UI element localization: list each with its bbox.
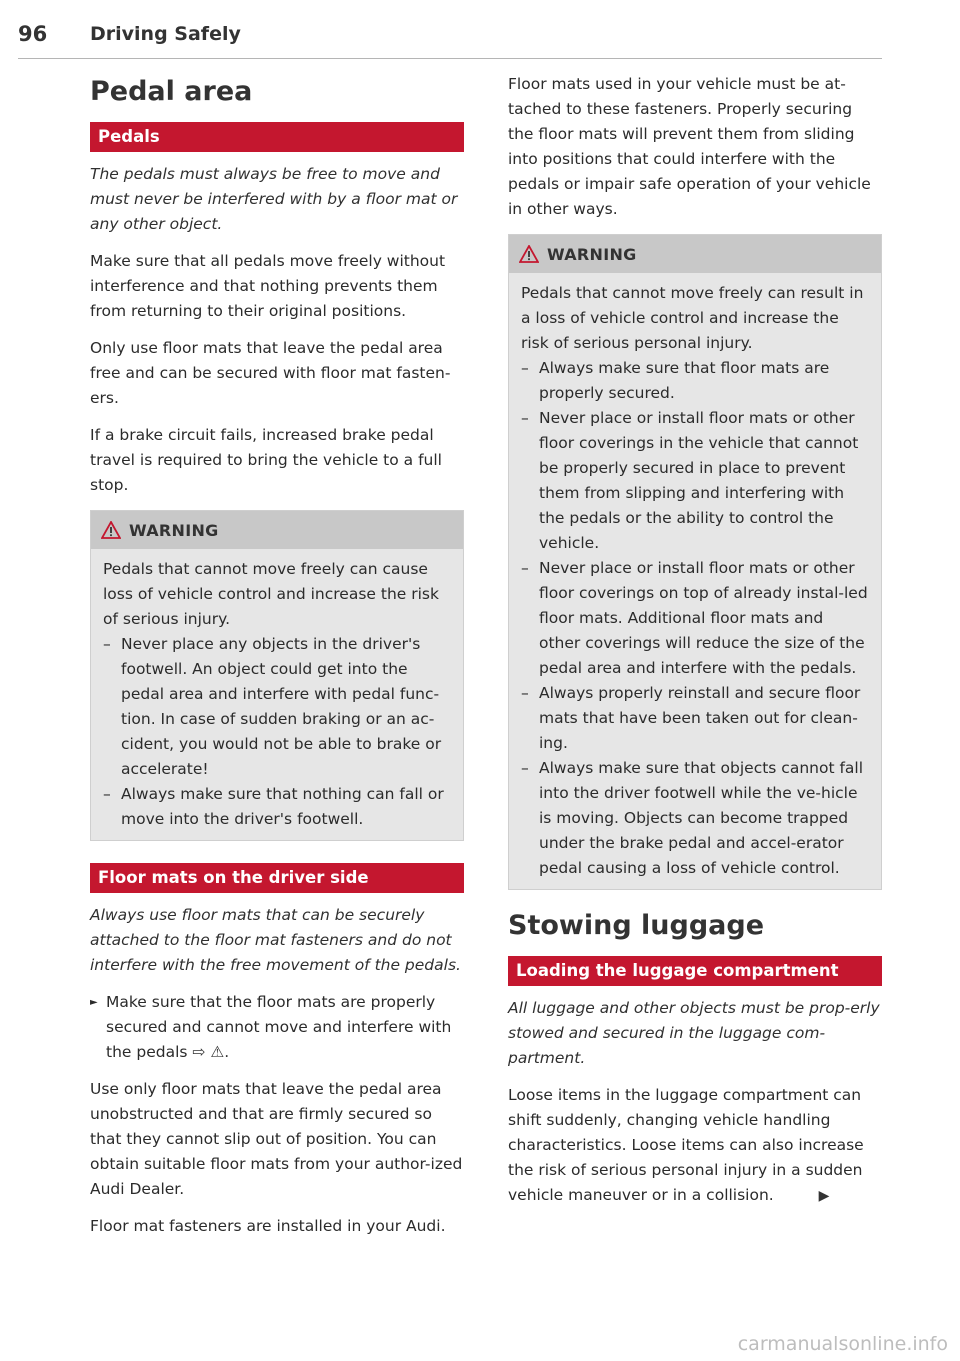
warning-text: Pedals that cannot move freely can result in a loss of vehicle control and increase the risk of serious personal injury. — [521, 284, 864, 352]
floor-mats-paragraph-3: Floor mats used in your vehicle must be at-tached to these fasteners. Properly securing the floor mats will prevent them from sliding into positions that could interfere with the pedals or impair safe operation of your vehicle in other ways. — [508, 75, 871, 218]
floor-mats-paragraph-1: Use only floor mats that leave the pedal area unobstructed and that are firmly secured so that they cannot slip out of position. You can obtain suitable floor mats from your author-ized Audi Dealer. — [90, 1080, 463, 1198]
warning-header — [509, 235, 881, 273]
warning-item: – Never place or install floor mats or other floor coverings on top of already instal-led floor mats. Additional floor mats and other coverings will reduce the size of the pedal area and interfere with the pedals. — [521, 556, 869, 681]
step-text: Make sure that the floor mats are properly secured and cannot move and interfere with the pedals — [106, 993, 452, 1061]
right-column — [508, 72, 882, 1221]
warning-box-floor-mats — [508, 234, 882, 890]
warning-header — [91, 511, 463, 549]
section-title: Driving Safely — [90, 23, 241, 45]
luggage-paragraph-text: Loose items in the luggage compartment can shift suddenly, changing vehicle handling characteristics. Loose items can also increase the risk of serious personal injury in a sudden vehicle maneuver or in a collision. — [508, 1086, 864, 1204]
warning-box-pedals — [90, 510, 464, 841]
warning-list — [521, 356, 869, 881]
warning-item: – Always make sure that floor mats are properly secured. — [521, 356, 869, 406]
luggage-paragraph — [508, 1083, 882, 1209]
warning-list — [103, 632, 451, 832]
warning-triangle-icon — [101, 521, 121, 539]
pedals-paragraph-1: Make sure that all pedals move freely without interference and that nothing prevents them from returning to their original positions. — [90, 252, 446, 320]
watermark: carmanualsonline.info — [737, 1333, 948, 1355]
left-column — [90, 72, 464, 1251]
warning-item: – Never place or install floor mats or other floor coverings in the vehicle that cannot be properly secured in place to prevent them from slipping and interfering with the pedals or the ability to control the vehicle. — [521, 406, 869, 556]
page-number: 96 — [18, 22, 48, 46]
pedals-paragraph-3: If a brake circuit fails, increased brake pedal travel is required to bring the vehicle to a full stop. — [90, 426, 442, 494]
subheading-pedals: Pedals — [90, 122, 464, 152]
subheading-floor-mats: Floor mats on the driver side — [90, 863, 464, 893]
warning-title: WARNING — [547, 244, 637, 264]
continue-arrow-icon: ▶ — [818, 1188, 830, 1204]
subheading-loading-luggage: Loading the luggage compartment — [508, 956, 882, 986]
warning-item: – Never place any objects in the driver's footwell. An object could get into the pedal area and interfere with pedal func-tion. In case of sudden braking or an ac-cident, you would not be able to brake or accelerate! — [103, 632, 451, 782]
warning-triangle-icon — [519, 245, 539, 263]
pedals-paragraph-2: Only use floor mats that leave the pedal area free and can be secured with floor mat fasten-ers. — [90, 339, 451, 407]
pedals-intro: The pedals must always be free to move and must never be interfered with by a floor mat or any other object. — [90, 165, 458, 233]
warning-item: – Always properly reinstall and secure floor mats that have been taken out for clean-ing. — [521, 681, 869, 756]
warning-reference: ⇨ ⚠. — [192, 1043, 230, 1061]
heading-stowing-luggage: Stowing luggage — [508, 910, 765, 941]
action-step — [90, 990, 464, 1065]
warning-body — [509, 273, 881, 889]
warning-item: – Always make sure that objects cannot fall into the driver footwell while the ve-hicle is moving. Objects can become trapped under the brake pedal and accel-erator pedal causing a loss of vehicle control. — [521, 756, 869, 881]
floor-mats-paragraph-2: Floor mat fasteners are installed in your Audi. — [90, 1217, 446, 1235]
page-header — [18, 22, 882, 59]
warning-title: WARNING — [129, 520, 219, 540]
heading-pedal-area: Pedal area — [90, 76, 253, 107]
step-marker-icon: ► — [90, 997, 98, 1008]
floor-mats-intro: Always use floor mats that can be securely attached to the floor mat fasteners and do not interfere with the free movement of the pedals. — [90, 906, 461, 974]
warning-body — [91, 549, 463, 840]
warning-item: – Always make sure that nothing can fall or move into the driver's footwell. — [103, 782, 451, 832]
luggage-intro: All luggage and other objects must be prop-erly stowed and secured in the luggage com-partment. — [508, 999, 880, 1067]
warning-text: Pedals that cannot move freely can cause loss of vehicle control and increase the risk of serious injury. — [103, 560, 439, 628]
